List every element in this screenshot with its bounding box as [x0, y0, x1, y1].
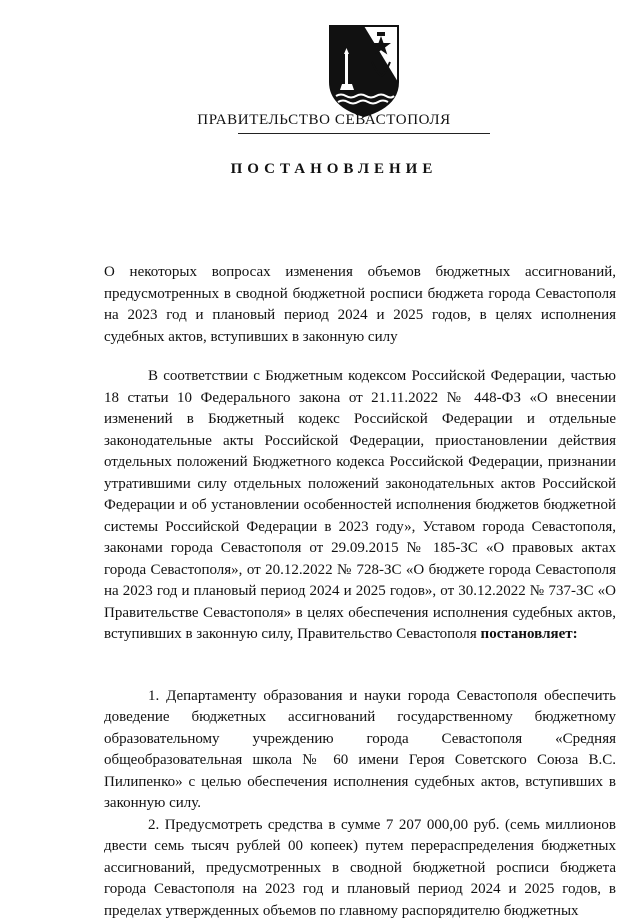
- preamble-paragraph: [104, 366, 616, 646]
- document-subject: О некоторых вопросах изменения объемов бюджетных ассигнований, предусмотренных в сводной бюджетной росписи бюджета города Севастополя на 2023 год и плановый период 2024 и 2025 годов, в целях исполнения судебных актов, вступивших в законную силу: [104, 262, 616, 348]
- coat-of-arms-icon: [324, 22, 404, 120]
- authority-heading: ПРАВИТЕЛЬСТВО СЕВАСТОПОЛЯ: [4, 112, 640, 129]
- authority-underline: [238, 133, 490, 134]
- item-1-paragraph: 1. Департаменту образования и науки города Севастополя обеспечить доведение бюджетных ассигнований государственному бюджетному образовательному учреждению города Севастополя «Средняя общеобразовательная школа № 60 имени Героя Советского Союза В.С. Пилипенко» с целью обеспечения исполнения судебных актов, вступивших в законную силу.: [104, 686, 616, 815]
- item-2-paragraph: 2. Предусмотреть средства в сумме 7 207 000,00 руб. (семь миллионов двести семь тысяч рублей 00 копеек) путем перераспределения бюджетных ассигнований, предусмотренных в сводной бюджетной росписи бюджета города Севастополя на 2023 год и плановый период 2024 и 2025 годов, в пределах утвержденных объемов по главному распорядителю бюджетных: [104, 815, 616, 922]
- document-body: [104, 366, 616, 922]
- document-type-title: ПОСТАНОВЛЕНИЕ: [14, 161, 640, 178]
- preamble-text: В соответствии с Бюджетным кодексом Российской Федерации, частью 18 статьи 10 Федерального закона от 21.11.2022 № 448-ФЗ «О внесении изменений в Бюджетный кодекс Российской Федерации и отдельные законодательные акты Российской Федерации, приостановлении действия отдельных положений Бюджетного кодекса Российской Федерации, признании утратившими силу отдельных положений законодательных актов Российской Федерации и об установлении особенностей исполнения бюджетов бюджетной системы Российской Федерации в 2023 году», Уставом города Севастополя, законами города Севастополя от 29.09.2015 № 185-ЗС «О правовых актах города Севастополя», от 20.12.2022 № 728-ЗС «О бюджете города Севастополя на 2023 год и плановый период 2024 и 2025 годов», от 30.12.2022 № 737-ЗС «О Правительстве Севастополя» в целях обеспечения исполнения судебных актов, вступивших в законную силу, Правительство Севастополя: [104, 368, 616, 642]
- preamble-verb: постановляет:: [481, 626, 578, 642]
